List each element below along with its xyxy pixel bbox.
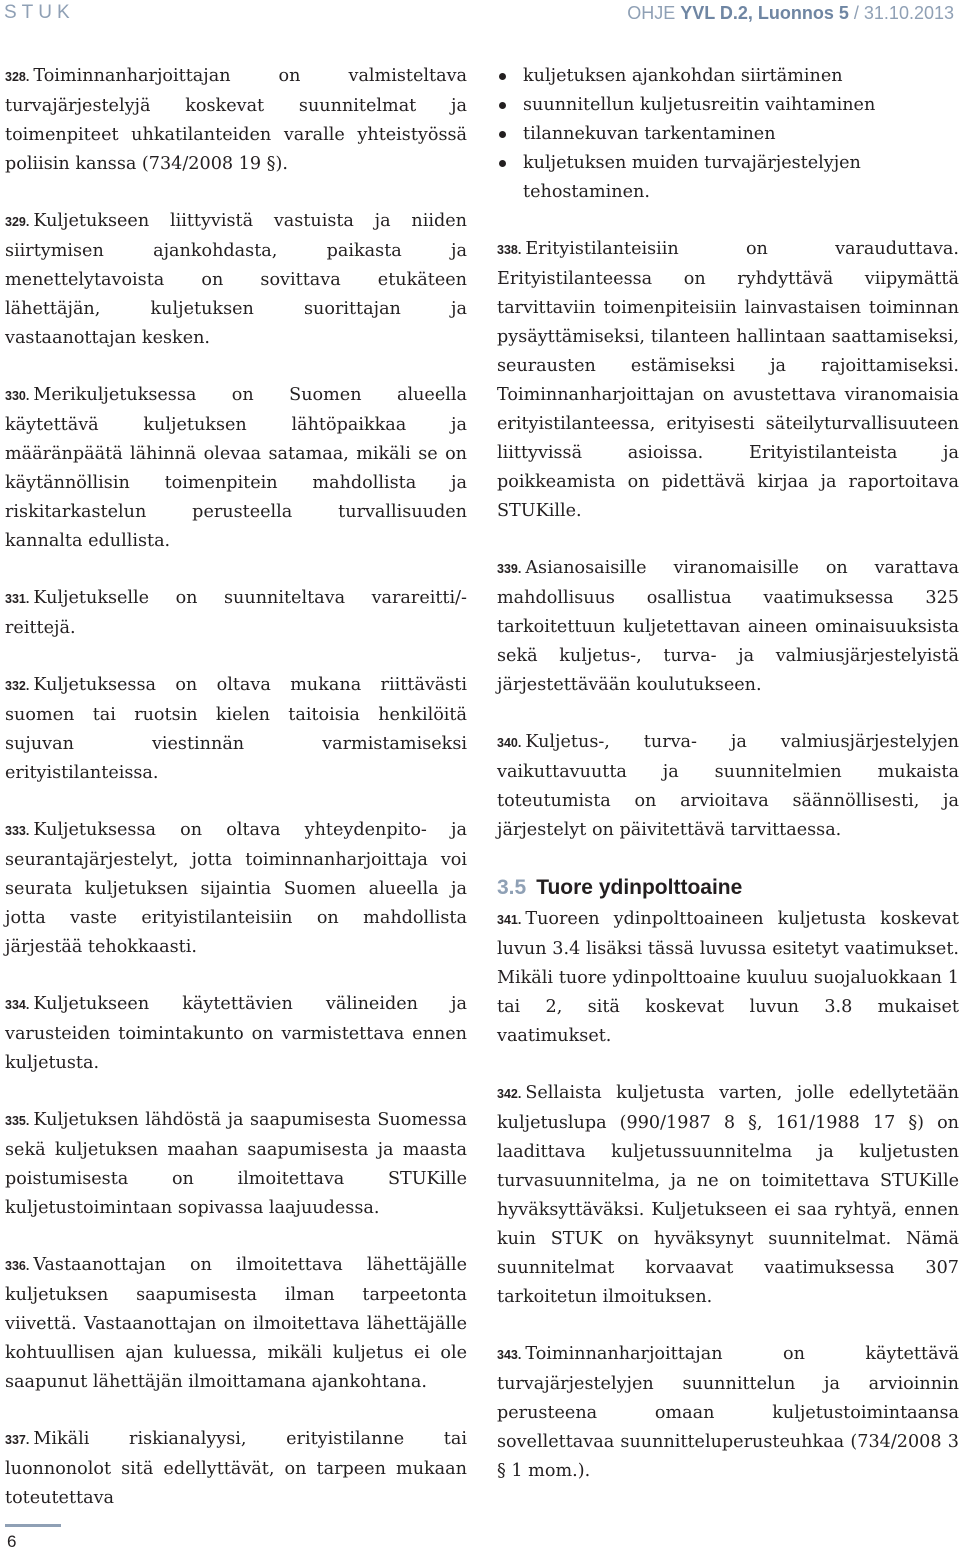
paragraph-text: Tuoreen ydinpolttoaineen kuljetusta koskevat luvun 3.4 lisäksi tässä luvussa esitetyt vaatimukset. Mikäli tuore ydinpolttoaine kuuluu suojaluokkaan 1 tai 2, sitä koskevat luvun 3.8 mukaiset vaatimukset. [497,909,959,1046]
numbered-paragraph [497,1079,959,1312]
paragraph-text: Vastaanottajan on ilmoitettava lähettäjälle kuljetuksen saapumisesta ilman tarpeetonta viivettä. Vastaanottajan on ilmoitettava lähettäjälle kohtuullisen ajan kuluessa, mikäli kuljetus ei ole saapunut lähettäjän ilmoittamana ajankohtana. [5,1255,467,1392]
paragraph-text: Kuljetuksen lähdöstä ja saapumisesta Suomessa sekä kuljetuksen maahan saapumisesta ja maasta poistumisesta on ilmoitettava STUKille kuljetustoimintaan sopivassa laajuudessa. [5,1110,467,1218]
paragraph-text: Toiminnanharjoittajan on käytettävä turvajärjestelyjen suunnittelun ja arvioinnin perusteena omaan kuljetustoimintaansa sovellettavaa suunnitteluperusteuhkaa (734/2008 3 § 1 mom.). [497,1344,959,1481]
paragraph-text: Sellaista kuljetusta varten, jolle edellytetään kuljetuslupa (990/1987 8 §, 161/1988 17 §) on laadittava kuljetussuunnitelma ja kuljetusten turvasuunnitelma, ja ne on toimitettava STUKille hyväksyttäväksi. Kuljetukseen ei saa ryhtyä, ennen kuin STUK on hyväksynyt suunnitelmat. Nämä suunnitelmat korvaavat vaatimuksessa 307 tarkoitetun ilmoituksen. [497,1083,959,1307]
paragraph-group-a [497,235,959,845]
paragraph-text: Kuljetuksessa on oltava yhteydenpito- ja seurantajärjestelyt, jotta toiminnanharjoittaja voi seurata kuljetuksen sijaintia Suomen alueella ja jotta vaste erityistilanteisiin on mahdollista järjestää tehokkaasti. [5,820,467,957]
numbered-paragraph [497,728,959,845]
paragraph-text: Kuljetukseen liittyvistä vastuista ja niiden siirtymisen ajankohdasta, paikasta ja menettelytavoista on sovittava etukäteen lähettäjän, kuljetuksen suorittajan ja vastaanottajan kesken. [5,211,467,348]
bullet-item: kuljetuksen muiden turvajärjestelyjen tehostaminen. [497,149,959,207]
paragraph-text: Kuljetuksessa on oltava mukana riittävästi suomen tai ruotsin kielen taitoisia henkilöitä sujuvan viestinnän varmistamiseksi erityistilanteissa. [5,675,467,783]
document-reference [627,3,954,24]
paragraph-text: Merikuljetuksessa on Suomen alueella käytettävä kuljetuksen lähtöpaikkaa ja määränpäätä lähinnä olevaa satamaa, mikäli se on käytännöllisin toimenpitein mahdollista ja riskitarkastelun perusteella turvallisuuden kannalta edullista. [5,385,467,551]
org-name: STUK [4,2,75,23]
paragraph-text: Asianosaisille viranomaisille on varattava mahdollisuus osallistua vaatimuksessa 325 tarkoitettuun kuljetettavan aineen ominaisuuksista sekä kuljetus-, turva- ja valmiusjärjestelyistä järjestettävään koulutukseen. [497,558,959,695]
paragraph-number: 338. [497,243,522,257]
paragraph-number: 341. [497,913,522,927]
paragraph-number: 330. [5,389,30,403]
paragraph-number: 331. [5,592,30,606]
numbered-paragraph [497,554,959,700]
paragraph-number: 328. [5,70,30,84]
page-header [0,0,960,30]
bullet-item: suunnitellun kuljetusreitin vaihtaminen [497,91,959,120]
section-heading [497,873,959,903]
numbered-paragraph [5,381,467,556]
numbered-paragraph [5,1425,467,1513]
page-number: 6 [7,1532,17,1551]
numbered-paragraph [497,1340,959,1486]
numbered-paragraph [5,207,467,353]
numbered-paragraph [497,235,959,526]
doc-id: YVL D.2, Luonnos 5 [680,3,849,23]
doc-prefix: OHJE [627,3,681,23]
paragraph-text: Mikäli riskianalyysi, erityistilanne tai luonnonolot sitä edellyttävät, on tarpeen mukaan toteutettava [5,1429,467,1508]
doc-date: / 31.10.2013 [848,3,954,23]
numbered-paragraph [497,905,959,1051]
paragraph-number: 340. [497,736,522,750]
bullet-item: tilannekuvan tarkentaminen [497,120,959,149]
section-title: Tuore ydinpolttoaine [536,876,743,899]
paragraph-number: 337. [5,1433,30,1447]
measure-list [497,62,959,207]
bullet-item: kuljetuksen ajankohdan siirtäminen [497,62,959,91]
paragraph-text: Kuljetus-, turva- ja valmiusjärjestelyjen vaikuttavuutta ja suunnitelmien mukaista toteutumista on arvioitava säännöllisesti, ja järjestelyt on päivitettävä tarvittaessa. [497,732,959,840]
footer-rule [5,1524,61,1527]
numbered-paragraph [5,671,467,788]
numbered-paragraph [5,62,467,179]
paragraph-number: 339. [497,562,522,576]
paragraph-number: 333. [5,824,30,838]
paragraph-number: 336. [5,1259,30,1273]
left-column [5,62,467,1541]
paragraph-text: Kuljetukselle on suunniteltava varareitti/-reittejä. [5,588,467,638]
paragraph-number: 335. [5,1114,30,1128]
numbered-paragraph [5,584,467,643]
paragraph-text: Erityistilanteisiin on varauduttava. Erityistilanteessa on ryhdyttävä viipymättä tarvittaviin toimenpiteisiin lainvastaisen toiminnan pysäyttämiseksi, tilanteen hallintaan saattamiseksi, seurausten estämiseksi ja rajoittamiseksi. Toiminnanharjoittajan on avustettava viranomaisia erityistilanteessa, erityisesti säteilyturvallisuuteen liittyvissä asioissa. Erityistilanteista ja poikkeamista on pidettävä kirjaa ja raportoitava STUKille. [497,239,959,521]
paragraph-number: 329. [5,215,30,229]
paragraph-number: 342. [497,1087,522,1101]
paragraph-text: Toiminnanharjoittajan on valmisteltava turvajärjestelyjä koskevat suunnitelmat ja toimenpiteet uhkatilanteiden varalle yhteistyössä poliisin kanssa (734/2008 19 §). [5,66,467,174]
right-column [497,62,959,1514]
paragraph-number: 334. [5,998,30,1012]
numbered-paragraph [5,1251,467,1397]
paragraph-group-b [497,905,959,1486]
numbered-paragraph [5,1106,467,1223]
paragraph-text: Kuljetukseen käytettävien välineiden ja varusteiden toimintakunto on varmistettava ennen kuljetusta. [5,994,467,1073]
paragraph-number: 343. [497,1348,522,1362]
numbered-paragraph [5,990,467,1078]
paragraph-number: 332. [5,679,30,693]
section-number: 3.5 [497,876,527,899]
numbered-paragraph [5,816,467,962]
